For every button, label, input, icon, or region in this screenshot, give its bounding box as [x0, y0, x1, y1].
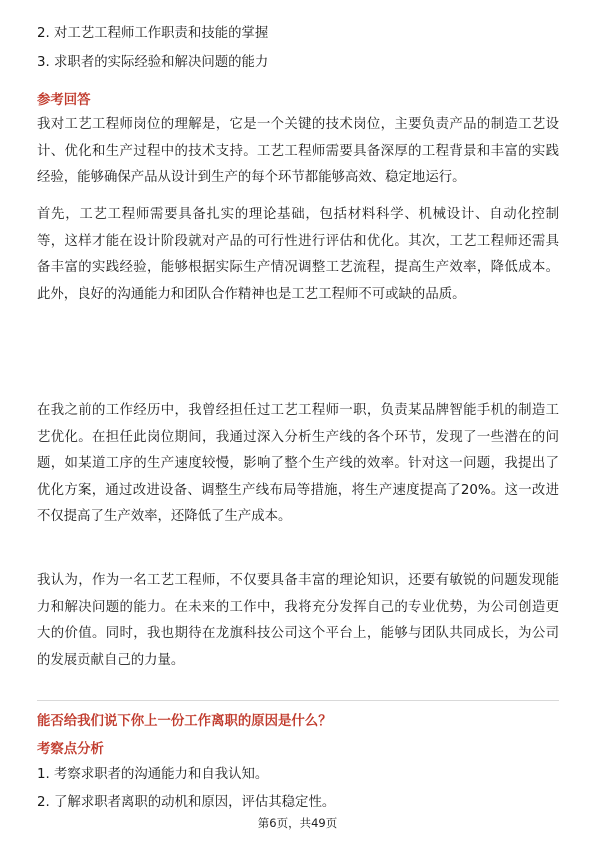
reference-answer-heading: 参考回答	[37, 93, 91, 108]
page-number: 第6页，共49页	[257, 816, 338, 830]
analysis-item-2: 2. 了解求职者离职的动机和原因，评估其稳定性。	[37, 795, 336, 810]
section-divider	[37, 700, 559, 701]
answer-paragraph-1: 我对工艺工程师岗位的理解是，它是一个关键的技术岗位，主要负责产品的制造工艺设计、优化和生产过程中的技术支持。工艺工程师需要具备深厚的工程背景和丰富的实践经验，能够确保产品从设计到生产的每个环节都能够高效、稳定地运行。	[37, 117, 559, 185]
question-title: 能否给我们说下你上一份工作离职的原因是什么？	[37, 714, 332, 729]
analysis-heading: 考察点分析	[37, 742, 104, 757]
requirement-item-2: 2. 对工艺工程师工作职责和技能的掌握	[37, 26, 269, 41]
answer-paragraph-3: 在我之前的工作经历中，我曾经担任过工艺工程师一职，负责某品牌智能手机的制造工艺优化。在担任此岗位期间，我通过深入分析生产线的各个环节，发现了一些潜在的问题，如某道工序的生产速度较慢，影响了整个生产线的效率。针对这一问题，我提出了优化方案，通过改进设备、调整生产线布局等措施，将生产速度提高了20%。这一改进不仅提高了生产效率，还降低了生产成本。	[37, 403, 559, 524]
answer-paragraph-2: 首先，工艺工程师需要具备扎实的理论基础，包括材料科学、机械设计、自动化控制等，这样才能在设计阶段就对产品的可行性进行评估和优化。其次，工艺工程师还需具备丰富的实践经验，能够根据实际生产情况调整工艺流程，提高生产效率，降低成本。此外，良好的沟通能力和团队合作精神也是工艺工程师不可或缺的品质。	[37, 207, 559, 302]
answer-paragraph-4: 我认为，作为一名工艺工程师，不仅要具备丰富的理论知识，还要有敏锐的问题发现能力和解决问题的能力。在未来的工作中，我将充分发挥自己的专业优势，为公司创造更大的价值。同时，我也期待在龙旗科技公司这个平台上，能够与团队共同成长，为公司的发展贡献自己的力量。	[37, 573, 559, 668]
analysis-item-1: 1. 考察求职者的沟通能力和自我认知。	[37, 767, 269, 782]
requirement-item-3: 3. 求职者的实际经验和解决问题的能力	[37, 55, 269, 70]
